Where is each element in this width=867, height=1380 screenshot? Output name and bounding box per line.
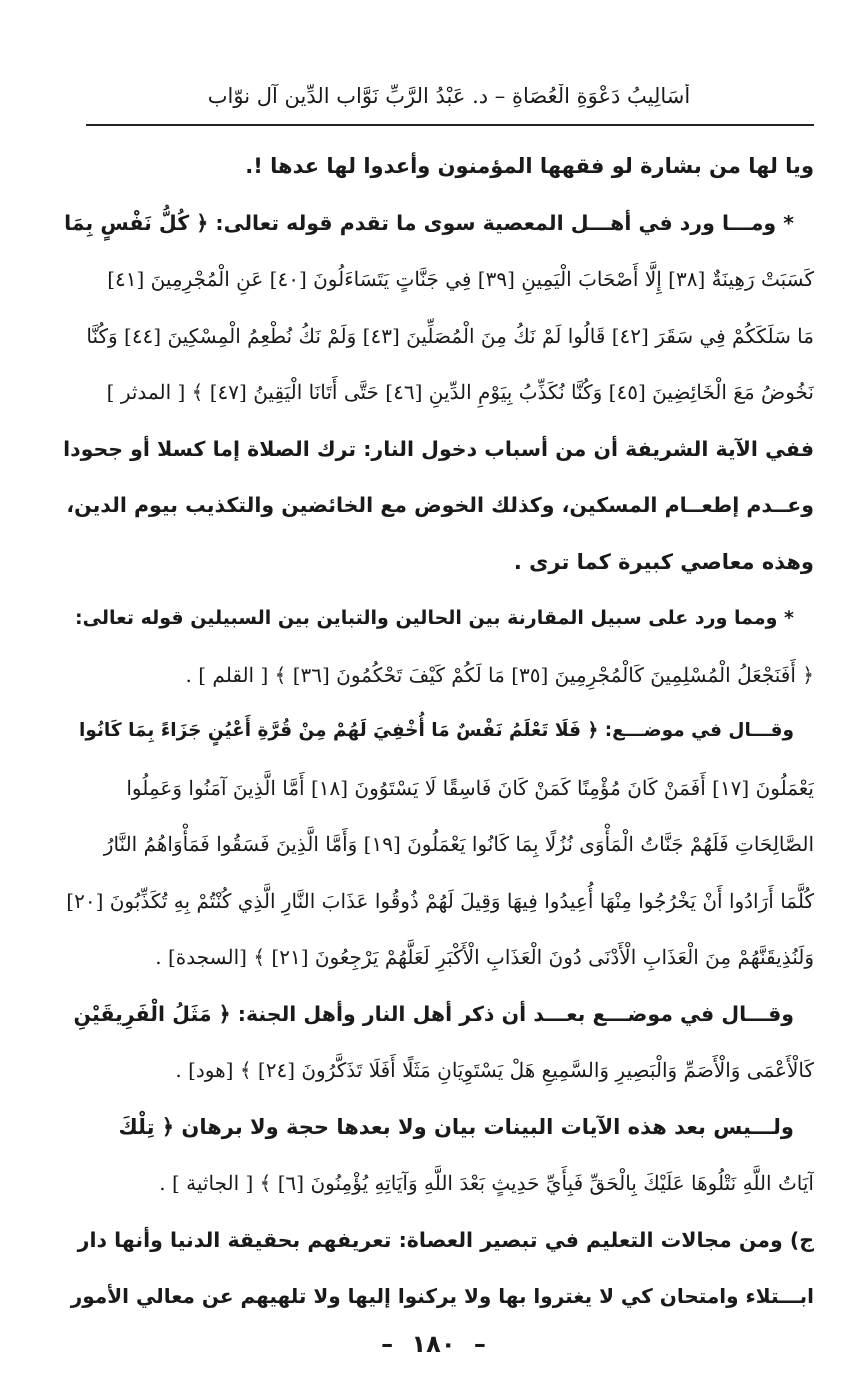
text-line: ابـــتلاء وامتحان كي لا يغتروا بها ولا يركنوا إليها ولا تلهيهم عن معالي الأمور (70, 1284, 814, 1308)
footer-dash: – (381, 1330, 394, 1358)
text-line: وعــدم إطعــام المسكين، وكذلك الخوض مع الخائضين والتكذيب بيوم الدين، (66, 493, 814, 517)
quran-line: وَلَنُذِيقَنَّهُمْ مِنَ الْعَذَابِ الْأَدْنَى دُونَ الْعَذَابِ الْأَكْبَرِ لَعَلَّهُمْ يَرْجِعُونَ [٢١] ﴾ [السجدة] . (155, 945, 814, 969)
text-line: * ومما ورد على سبيل المقارنة بين الحالين والتباين بين السبيلين قوله تعالى: (75, 607, 794, 629)
quran-line: نَخُوضُ مَعَ الْخَائِضِينَ [٤٥] وَكُنَّا نُكَذِّبُ بِيَوْمِ الدِّينِ [٤٦] حَتَّى أَتَانَا الْيَقِينُ [٤٧] ﴾ [ المدثر ] (106, 380, 814, 404)
quran-line: كُلَّمَا أَرَادُوا أَنْ يَخْرُجُوا مِنْهَا أُعِيدُوا فِيهَا وَقِيلَ لَهُمْ ذُوقُوا عَذَابَ النَّارِ الَّذِي كُنْتُمْ بِهِ تُكَذِّبُونَ [٢٠] (66, 888, 814, 913)
page-body (62, 138, 814, 1325)
header-rule (86, 124, 814, 126)
text-line: ولـــيس بعد هذه الآيات البينات بيان ولا بعدها حجة ولا برهان ﴿ تِلْكَ (118, 1114, 794, 1139)
running-header: أَسَالِيبُ دَعْوَةِ الْعُصَاةِ – د. عَبْدُ الرَّبِّ نَوَّاب الدِّين آل نوّاب (207, 84, 691, 108)
quran-line: كَالْأَعْمَى وَالْأَصَمِّ وَالْبَصِيرِ وَالسَّمِيعِ هَلْ يَسْتَوِيَانِ مَثَلًا أَفَلَا تَذَكَّرُونَ [٢٤] ﴾ [هود] . (175, 1058, 814, 1082)
quran-line: مَا سَلَكَكُمْ فِي سَقَرَ [٤٢] قَالُوا لَمْ نَكُ مِنَ الْمُصَلِّينَ [٤٣] وَلَمْ نَكُ نُطْعِمُ الْمِسْكِينَ [٤٤] وَكُنَّا (86, 323, 814, 348)
text-line: ففي الآية الشريفة أن من أسباب دخول النار: ترك الصلاة إما كسلا أو جحودا (63, 436, 814, 461)
text-line: ج) ومن مجالات التعليم في تبصير العصاة: تعريفهم بحقيقة الدنيا وأنها دار (77, 1227, 814, 1252)
quran-line: كَسَبَتْ رَهِينَةٌ [٣٨] إِلَّا أَصْحَابَ الْيَمِينِ [٣٩] فِي جَنَّاتٍ يَتَسَاءَلُونَ [٤٠] عَنِ الْمُجْرِمِينَ [٤١] (107, 267, 814, 291)
page-footer (0, 1330, 867, 1358)
text-line: وقـــال في موضـــع بعـــد أن ذكر أهل النار وأهل الجنة: ﴿ مَثَلُ الْفَرِيقَيْنِ (73, 1001, 794, 1026)
text-line: ويا لها من بشارة لو فقهها المؤمنون وأعدوا لها عدها !. (245, 154, 814, 178)
quran-line: يَعْمَلُونَ [١٧] أَفَمَنْ كَانَ مُؤْمِنًا كَمَنْ كَانَ فَاسِقًا لَا يَسْتَوُونَ [١٨] أَمَّا الَّذِينَ آمَنُوا وَعَمِلُوا (126, 775, 814, 800)
text-line: وقـــال في موضـــع: ﴿ فَلَا تَعْلَمُ نَفْسٌ مَا أُخْفِيَ لَهُمْ مِنْ قُرَّةِ أَعْيُنٍ جَزَاءً بِمَا كَانُوا (79, 720, 794, 741)
page-number: ١٨٠ (411, 1330, 456, 1358)
footer-dash: – (473, 1330, 486, 1358)
quran-line: ﴿ أَفَنَجْعَلُ الْمُسْلِمِينَ كَالْمُجْرِمِينَ [٣٥] مَا لَكُمْ كَيْفَ تَحْكُمُونَ [٣٦] ﴾ [ القلم ] . (185, 662, 814, 687)
quran-line: آيَاتُ اللَّهِ نَتْلُوهَا عَلَيْكَ بِالْحَقِّ فَبِأَيِّ حَدِيثٍ بَعْدَ اللَّهِ وَآيَاتِهِ يُؤْمِنُونَ [٦] ﴾ [ الجاثية ] . (159, 1171, 814, 1195)
text-line: * ومـــا ورد في أهـــل المعصية سوى ما تقدم قوله تعالى: ﴿ كُلُّ نَفْسٍ بِمَا (64, 210, 794, 235)
quran-line: الصَّالِحَاتِ فَلَهُمْ جَنَّاتُ الْمَأْوَى نُزُلًا بِمَا كَانُوا يَعْمَلُونَ [١٩] وَأَمَّا الَّذِينَ فَسَقُوا فَمَأْوَاهُمُ النَّارُ (103, 832, 814, 856)
text-line: وهذه معاصي كبيرة كما ترى . (513, 549, 814, 574)
